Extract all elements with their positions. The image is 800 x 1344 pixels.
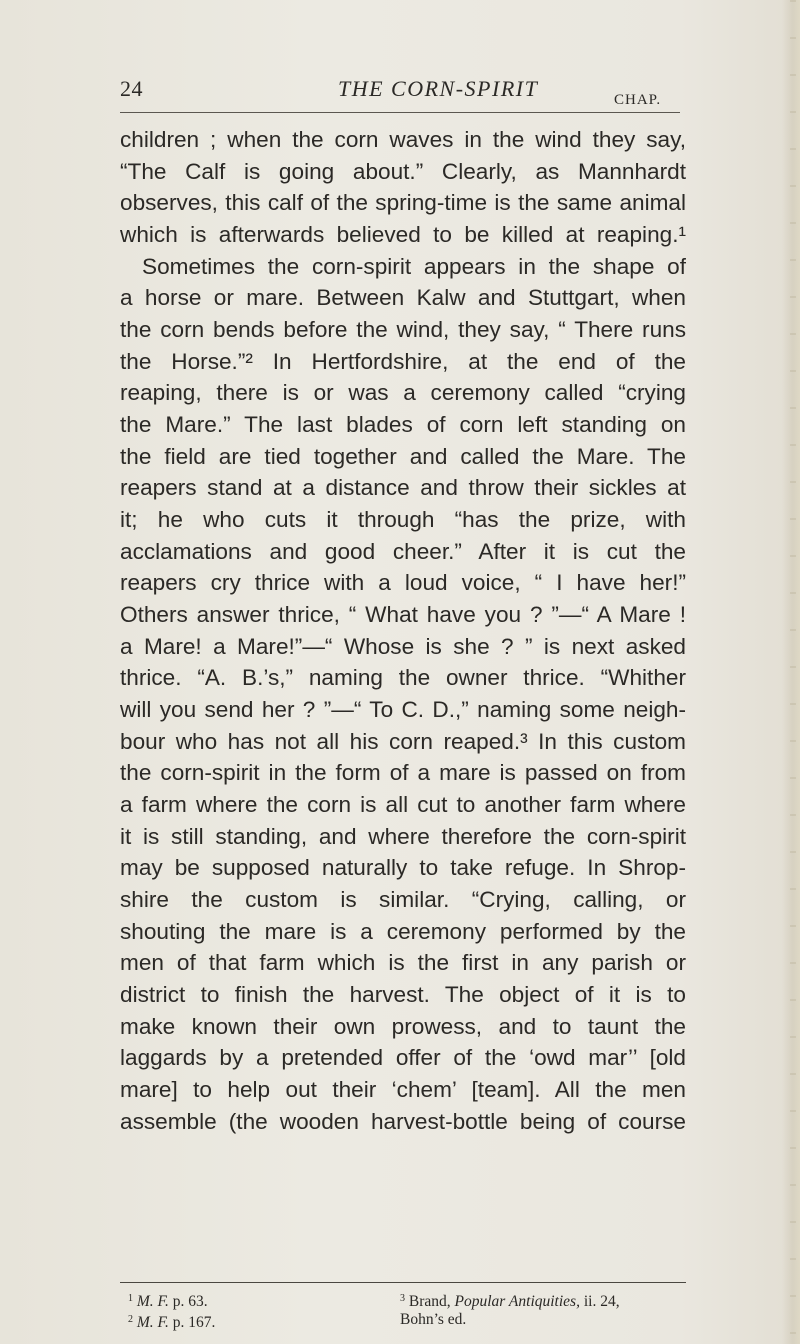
footnote-marker: 1 <box>128 1293 133 1304</box>
text-line: make known their own prowess, and to taunt the <box>120 1013 686 1039</box>
text-line: district to finish the harvest. The object of it is to <box>120 982 686 1008</box>
footnote-marker: 2 <box>128 1314 133 1325</box>
text-line: reaping, there is or was a ceremony called “crying <box>120 380 686 406</box>
text-line: laggards by a pretended offer of the ‘owd mar’’ [old <box>120 1045 686 1071</box>
footnote-column-right <box>400 1290 700 1329</box>
text-line: the corn bends before the wind, they say, “ There runs <box>120 317 686 343</box>
text-line: shouting the mare is a ceremony performed by the <box>120 918 686 944</box>
text-line: may be supposed naturally to take refuge. In Shrop- <box>120 855 686 881</box>
text-line: the field are tied together and called the Mare. The <box>120 443 686 469</box>
running-head <box>0 72 800 112</box>
page-edge-texture <box>790 0 796 1344</box>
text-line: it; he who cuts it through “has the prize, with <box>120 507 686 533</box>
text-line: observes, this calf of the spring-time is the same animal <box>120 190 686 216</box>
footnote-detail: p. 167. <box>172 1314 216 1331</box>
text-line: mare] to help out their ‘chem’ [team]. All the men <box>120 1077 686 1103</box>
text-line: a horse or mare. Between Kalw and Stuttgart, when <box>120 285 686 311</box>
footnote-2 <box>128 1311 328 1332</box>
footnote-source: M. F. <box>136 1293 169 1310</box>
footnote-column-left <box>128 1290 328 1332</box>
page-number: 24 <box>120 76 143 101</box>
text-line: “The Calf is going about.” Clearly, as Mannhardt <box>120 158 686 184</box>
footnote-1 <box>128 1290 328 1311</box>
text-line: reapers stand at a distance and throw their sickles at <box>120 475 686 501</box>
footnote-title: Popular Antiquities, <box>454 1293 580 1310</box>
text-line: Sometimes the corn-spirit appears in the shape of <box>142 253 686 279</box>
text-line: the corn-spirit in the form of a mare is passed on from <box>120 760 686 786</box>
chapter-label: CHAP. <box>614 92 662 108</box>
text-line: men of that farm which is the first in any parish or <box>120 950 686 976</box>
footnote-detail: ii. 24, <box>583 1293 620 1310</box>
text-line: will you send her ? ”—“ To C. D.,” naming some neigh- <box>120 697 686 723</box>
text-line: acclamations and good cheer.” After it is cut the <box>120 538 686 564</box>
text-line: which is afterwards believed to be killed at reaping.¹ <box>120 222 686 248</box>
footnote-3-continued: Bohn’s ed. <box>400 1311 467 1328</box>
footnote-3 <box>400 1290 700 1311</box>
running-title: THE CORN-SPIRIT <box>338 76 539 101</box>
text-line: the Mare.” The last blades of corn left standing on <box>120 412 686 438</box>
text-line: Others answer thrice, “ What have you ? ”—“ A Mare ! <box>120 602 686 628</box>
footnote-author: Brand, <box>408 1293 451 1310</box>
text-line: bour who has not all his corn reaped.³ In this custom <box>120 728 686 754</box>
text-line: thrice. “A. B.’s,” naming the owner thrice. “Whither <box>120 665 686 691</box>
text-line: assemble (the wooden harvest-bottle being of course <box>120 1108 686 1134</box>
footnotes <box>128 1290 688 1334</box>
footnote-source: M. F. <box>136 1314 169 1331</box>
footnote-detail: p. 63. <box>172 1293 208 1310</box>
header-rule <box>120 112 680 113</box>
text-line: children ; when the corn waves in the wind they say, <box>120 127 686 152</box>
body-text <box>120 124 686 1138</box>
text-line: shire the custom is similar. “Crying, calling, or <box>120 887 686 913</box>
text-line: it is still standing, and where therefore the corn-spirit <box>120 823 686 849</box>
text-line: reapers cry thrice with a loud voice, “ I have her!” <box>120 570 686 596</box>
footnote-marker: 3 <box>400 1293 405 1304</box>
text-line: the Horse.”² In Hertfordshire, at the end of the <box>120 348 686 374</box>
text-line: a farm where the corn is all cut to another farm where <box>120 792 686 818</box>
text-line: a Mare! a Mare!”—“ Whose is she ? ” is next asked <box>120 633 686 659</box>
footnote-rule <box>120 1282 686 1283</box>
